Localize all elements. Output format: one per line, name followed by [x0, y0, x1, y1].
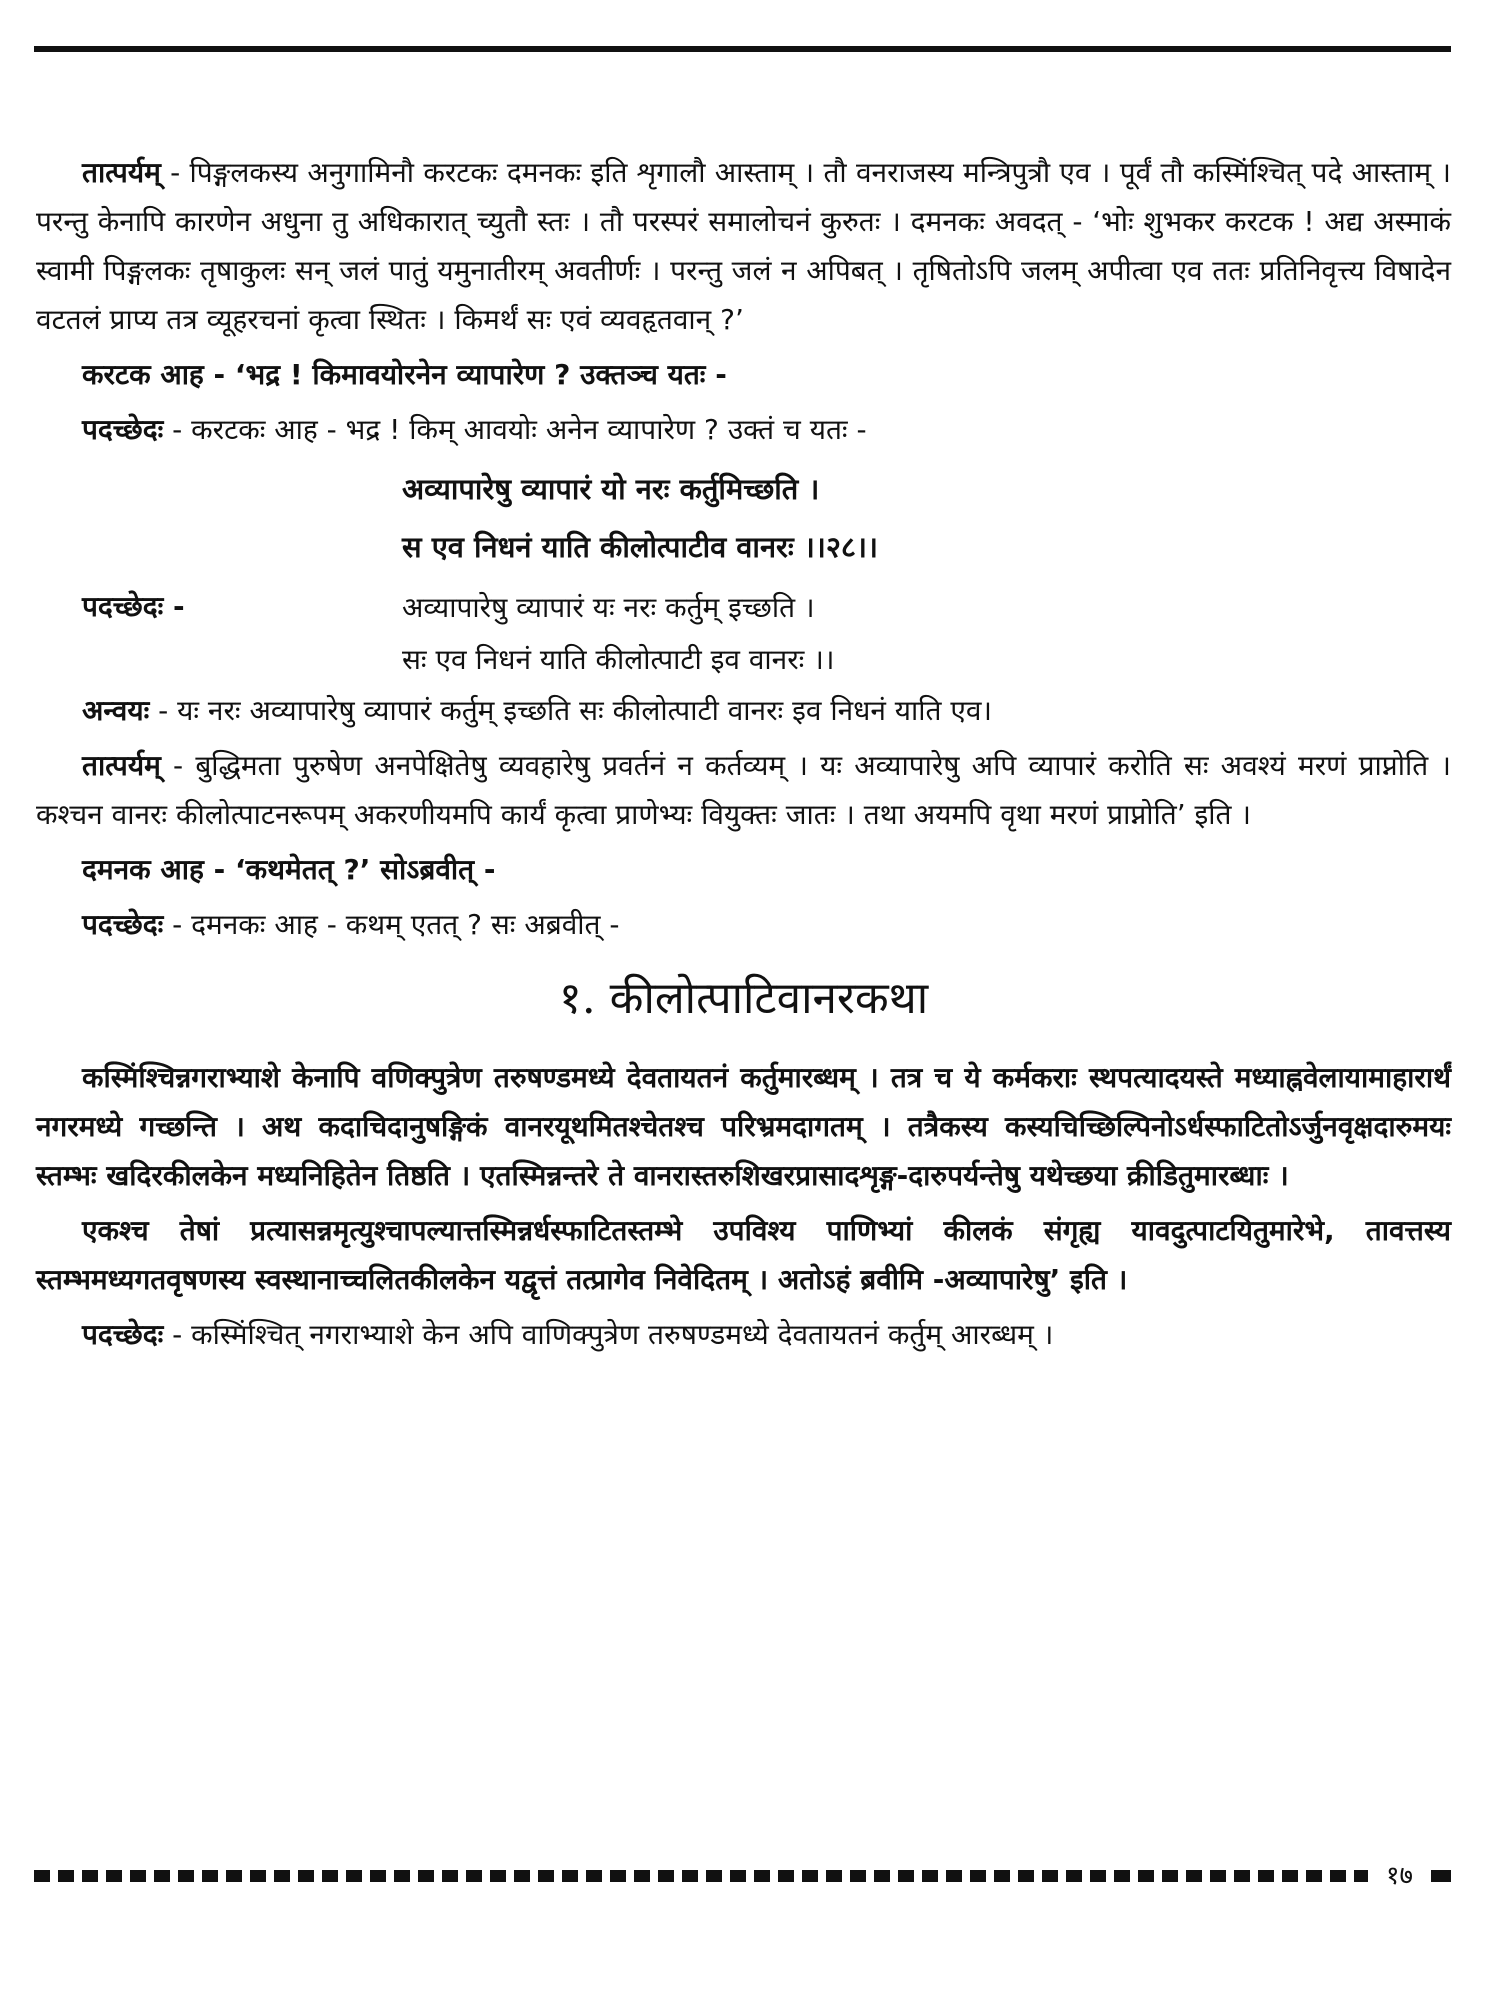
anvaya-line: [36, 686, 1451, 735]
story-title: १. कीलोत्पाटिवानरकथा: [558, 973, 929, 1024]
story-paragraph-1: कस्मिंश्चिन्नगराभ्याशे केनापि वणिक्पुत्रेण तरुषण्डमध्ये देवतायतनं कर्तुमारब्धम् । तत्र च ये कर्मकराः स्थपत्यादयस्ते मध्याह्नवेलायामाहारार्थं नगरमध्ये गच्छन्ति । अथ कदाचिदानुषङ्गिकं वानरयूथमितश्चेतश्च परिभ्रमदागतम् । तत्रैकस्य कस्यचिच्छिल्पिनोऽर्धस्फाटितोऽर्जुनवृक्षदारुमयः स्तम्भः खदिरकीलकेन मध्यनिहितेन तिष्ठति । एतस्मिन्नन्तरे ते वानरास्तरुशिखरप्रासादशृङ्ग-दारुपर्यन्तेषु यथेच्छया क्रीडितुमारब्धाः ।: [36, 1061, 1451, 1192]
page-footer: [34, 1861, 1451, 1891]
tatparyam-label: तात्पर्यम्: [82, 156, 161, 189]
padacheda-text: - करटकः आह - भद्र ! किम् आवयोः अनेन व्यापारेण ? उक्तं च यतः -: [163, 413, 867, 446]
padacheda-text-3: - दमनकः आह - कथम् एतत् ? सः अब्रवीत् -: [163, 908, 620, 941]
tatparyam-text-2: - बुद्धिमता पुरुषेण अनपेक्षितेषु व्यवहारेषु प्रवर्तनं न कर्तव्यम् । यः अव्यापारेषु अपि व्यापारं करोति सः अवश्यं मरणं प्राप्नोति । कश्चन वानरः कीलोत्पाटनरूपम् अकरणीयमपि कार्यं कृत्वा प्राणेभ्यः वियुक्तः जातः । तथा अयमपि वृथा मरणं प्राप्नोति’ इति ।: [36, 749, 1451, 831]
verse-line-2: स एव निधनं याति कीलोत्पाटीव वानरः ।।२८।।: [402, 530, 878, 564]
tatparyam-label-2: तात्पर्यम्: [82, 749, 161, 782]
footer-tail-dash: [1431, 1870, 1451, 1882]
padacheda-label-3: पदच्छेदः: [82, 908, 164, 941]
karataka-line: करटक आह - ‘भद्र ! किमावयोरनेन व्यापारेण ? उक्तञ्च यतः -: [82, 358, 727, 391]
padacheda-text-4: - कस्मिंश्चित् नगराभ्याशे केन अपि वाणिक्पुत्रेण तरुषण्डमध्ये देवतायतनं कर्तुम् आरब्धम् ।: [163, 1318, 1054, 1351]
padacheda-3: [36, 900, 1451, 949]
padacheda-1: [36, 405, 1451, 454]
tatparyam-paragraph-2: [36, 741, 1451, 839]
padacheda-label-4: पदच्छेदः: [82, 1318, 164, 1351]
page-number: १७: [1385, 1861, 1413, 1891]
padacheda-verse-line-2: सः एव निधनं याति कीलोत्पाटी इव वानरः ।।: [402, 643, 835, 676]
footer-dashes: [34, 1870, 1368, 1882]
page-content: [36, 148, 1451, 1365]
padacheda-4: [36, 1310, 1451, 1359]
top-rule: [34, 46, 1451, 52]
anvaya-text: - यः नरः अव्यापारेषु व्यापारं कर्तुम् इच्छति सः कीलोत्पाटी वानरः इव निधनं याति एव।: [149, 694, 993, 727]
damanaka-line: दमनक आह - ‘कथमेतत् ?’ सोऽब्रवीत् -: [82, 853, 496, 886]
padacheda-verse: [36, 582, 1451, 686]
anvaya-label: अन्वयः: [82, 694, 150, 727]
tatparyam-paragraph-1: [36, 148, 1451, 344]
verse-28: [36, 460, 1451, 576]
story-paragraph-2: एकश्च तेषां प्रत्यासन्नमृत्युश्चापल्यात्तस्मिन्नर्धस्फाटितस्तम्भे उपविश्य पाणिभ्यां कीलकं संगृह्य यावदुत्पाटयितुमारेभे, तावत्तस्य स्तम्भमध्यगतवृषणस्य स्वस्थानाच्चलितकीलकेन यद्वृत्तं तत्प्रागेव निवेदितम् । अतोऽहं ब्रवीमि -अव्यापारेषु’ इति ।: [36, 1214, 1451, 1296]
padacheda-verse-label: पदच्छेदः -: [82, 590, 185, 623]
verse-line-1: अव्यापारेषु व्यापारं यो नरः कर्तुमिच्छति ।: [402, 472, 820, 506]
tatparyam-text: - पिङ्गलकस्य अनुगामिनौ करटकः दमनकः इति शृगालौ आस्ताम् । तौ वनराजस्य मन्त्रिपुत्रौ एव । पूर्वं तौ कस्मिंश्चित् पदे आस्ताम् । परन्तु केनापि कारणेन अधुना तु अधिकारात् च्युतौ स्तः । तौ परस्परं समालोचनं कुरुतः । दमनकः अवदत् - ‘भोः शुभकर करटक ! अद्य अस्माकं स्वामी पिङ्गलकः तृषाकुलः सन् जलं पातुं यमुनातीरम् अवतीर्णः । परन्तु जलं न अपिबत् । तृषितोऽपि जलम् अपीत्वा एव ततः प्रतिनिवृत्त्य विषादेन वटतलं प्राप्य तत्र व्यूहरचनां कृत्वा स्थितः । किमर्थं सः एवं व्यवहृतवान् ?’: [36, 156, 1451, 336]
padacheda-verse-line-1: अव्यापारेषु व्यापारं यः नरः कर्तुम् इच्छति ।: [402, 591, 815, 624]
padacheda-label: पदच्छेदः: [82, 413, 164, 446]
